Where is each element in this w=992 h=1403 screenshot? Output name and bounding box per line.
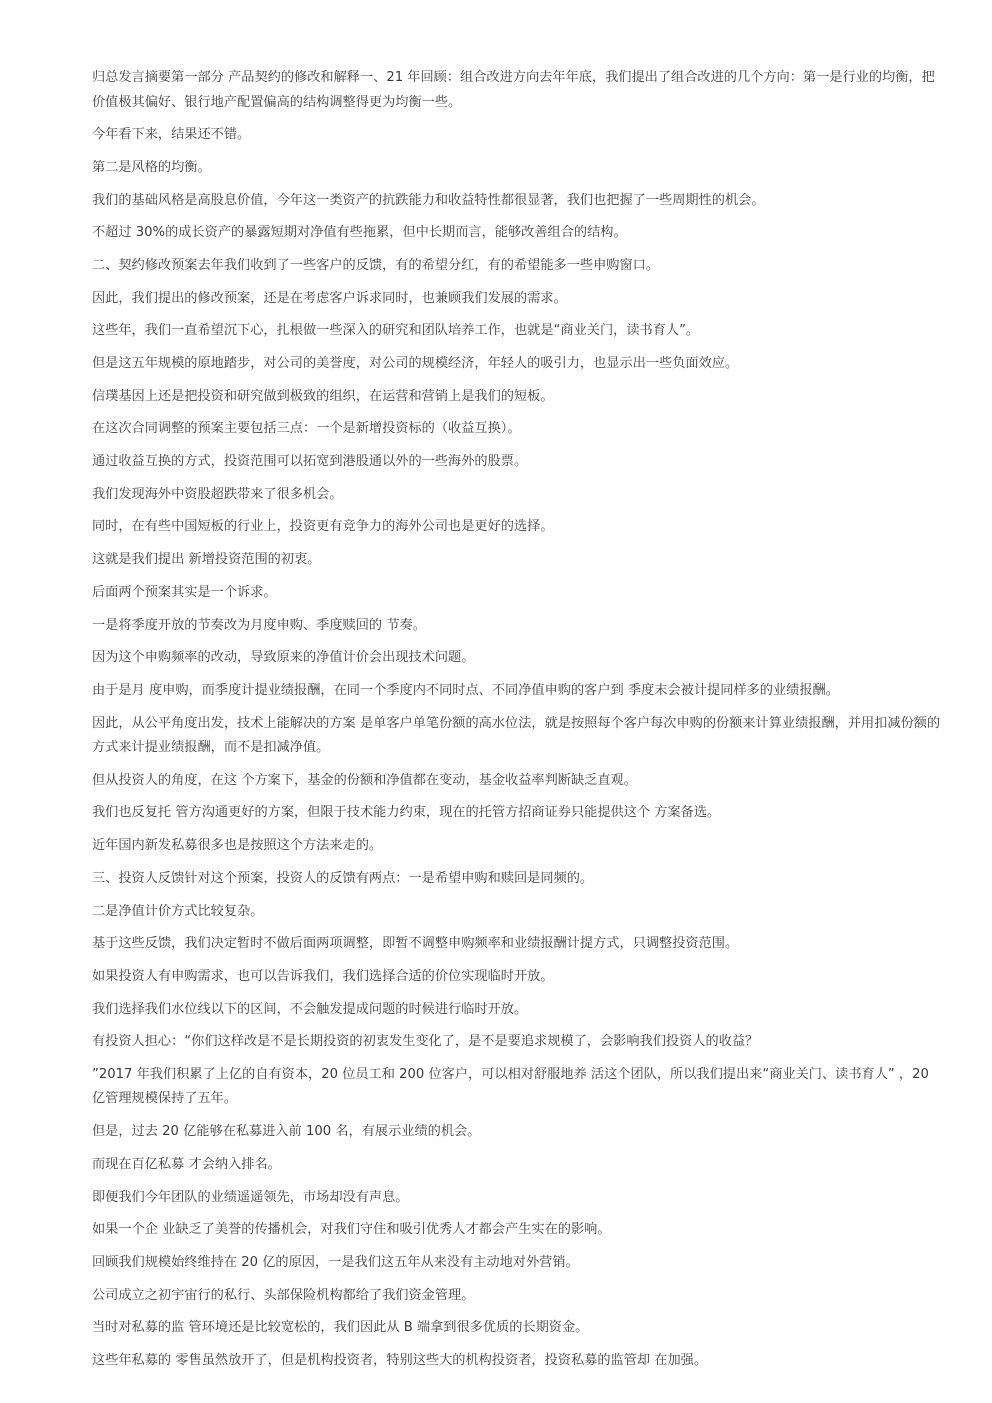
paragraph: 信璞基因上还是把投资和研究做到极致的组织，在运营和营销上是我们的短板。 — [92, 388, 554, 404]
paragraph: 这些年私募的 零售虽然放开了，但是机构投资者，特别这些大的机构投资者，投资私募的监管却 在加强。 — [92, 1352, 708, 1368]
paragraph: 今年看下来，结果还不错。 — [92, 127, 251, 143]
paragraph: 二、契约修改预案去年我们收到了一些客户的反馈，有的希望分红，有的希望能多一些申购窗口。 — [92, 257, 660, 273]
paragraph: 当时对私募的监 管环境还是比较宽松的，我们因此从 B 端拿到很多优质的长期资金。 — [92, 1320, 589, 1336]
paragraph: 在这次合同调整的预案主要包括三点：一个是新增投资标的（收益互换）。 — [92, 421, 521, 437]
paragraph: 回顾我们规模始终维持在 20 亿的原因，一是我们这五年从来没有主动地对外营销。 — [92, 1254, 579, 1270]
paragraph: 我们的基础风格是高股息价值，今年这一类资产的抗跌能力和收益特性都很显著，我们也把握了一些周期性的机会。 — [92, 192, 765, 208]
paragraph: 我们也反复托 管方沟通更好的方案，但限于技术能力约束，现在的托管方招商证券只能提供这个 方案备选。 — [92, 805, 721, 821]
paragraph: 同时，在有些中国短板的行业上，投资更有竞争力的海外公司也是更好的选择。 — [92, 519, 554, 535]
paragraph: 这些年，我们一直希望沉下心，扎根做一些深入的研究和团队培养工作，也就是“商业关门，读书育人”。 — [92, 323, 700, 339]
document-page — [92, 66, 944, 1382]
paragraph: 一是将季度开放的节奏改为月度申购、季度赎回的 节奏。 — [92, 617, 426, 633]
paragraph: 后面两个预案其实是一个诉求。 — [92, 584, 277, 600]
paragraph: 因为这个申购频率的改动，导致原来的净值计价会出现技术问题。 — [92, 650, 475, 666]
paragraph: 这就是我们提出 新增投资范围的初衷。 — [92, 552, 321, 568]
paragraph: 我们发现海外中资股超跌带来了很多机会。 — [92, 486, 343, 502]
paragraph: 但是，过去 20 亿能够在私募进入前 100 名，有展示业绩的机会。 — [92, 1124, 481, 1140]
paragraph: 而现在百亿私募 才会纳入排名。 — [92, 1156, 281, 1172]
paragraph: 二是净值计价方式比较复杂。 — [92, 903, 264, 919]
paragraph: 归总发言摘要第一部分 产品契约的修改和解释一、21 年回顾：组合改进方向去年年底，我们提出了组合改进的几个方向：第一是行业的均衡，把价值极其偏好、银行地产配置偏高的结构调整得更为均衡一些。 — [92, 70, 935, 110]
paragraph: 但从投资人的角度，在这 个方案下，基金的份额和净值都在变动，基金收益率判断缺乏直观。 — [92, 772, 637, 788]
paragraph: 近年国内新发私募很多也是按照这个方法来走的。 — [92, 838, 383, 854]
paragraph: 三、投资人反馈针对这个预案，投资人的反馈有两点：一是希望申购和赎回是同频的。 — [92, 870, 594, 886]
paragraph: 不超过 30%的成长资产的暴露短期对净值有些拖累，但中长期而言，能够改善组合的结构。 — [92, 225, 627, 241]
paragraph: 公司成立之初宇宙行的私行、头部保险机构都给了我们资金管理。 — [92, 1287, 475, 1303]
paragraph: 有投资人担心：“你们这样改是不是长期投资的初衷发生变化了，是不是要追求规模了，会影响我们投资人的收益？ — [92, 1034, 759, 1050]
paragraph: 第二是风格的均衡。 — [92, 159, 211, 175]
paragraph: 但是这五年规模的原地踏步，对公司的美誉度，对公司的规模经济，年轻人的吸引力，也显示出一些负面效应。 — [92, 356, 739, 371]
paragraph: 即便我们今年团队的业绩遥遥领先，市场却没有声息。 — [92, 1189, 409, 1205]
paragraph: 基于这些反馈，我们决定暂时不做后面两项调整，即暂不调整申购频率和业绩报酬计提方式，只调整投资范围。 — [92, 936, 739, 952]
paragraph: 我们选择我们水位线以下的区间，不会触发提成问题的时候进行临时开放。 — [92, 1001, 528, 1017]
paragraph: 如果一个企 业缺乏了美誉的传播机会，对我们守住和吸引优秀人才都会产生实在的影响。 — [92, 1222, 611, 1238]
paragraph: 通过收益互换的方式，投资范围可以拓宽到港股通以外的一些海外的股票。 — [92, 454, 528, 470]
paragraph: ”2017 年我们积累了上亿的自有资本，20 位员工和 200 位客户，可以相对舒服地养 活这个团队，所以我们提出来“商业关门、读书育人” ，20 亿管理规模保持了五年。 — [92, 1066, 929, 1107]
paragraph: 因此，我们提出的修改预案，还是在考虑客户诉求同时，也兼顾我们发展的需求。 — [92, 290, 567, 306]
paragraph: 由于是月 度申购，而季度计提业绩报酬，在同一个季度内不同时点、不同净值申购的客户到 季度末会被计提同样多的业绩报酬。 — [92, 682, 839, 698]
paragraph: 如果投资人有申购需求，也可以告诉我们，我们选择合适的价位实现临时开放。 — [92, 968, 554, 984]
paragraph: 因此，从公平角度出发，技术上能解决的方案 是单客户单笔份额的高水位法，就是按照每个客户每次申购的份额来计算业绩报酬，并用扣减份额的方式来计提业绩报酬，而不是扣减净值。 — [92, 715, 941, 756]
